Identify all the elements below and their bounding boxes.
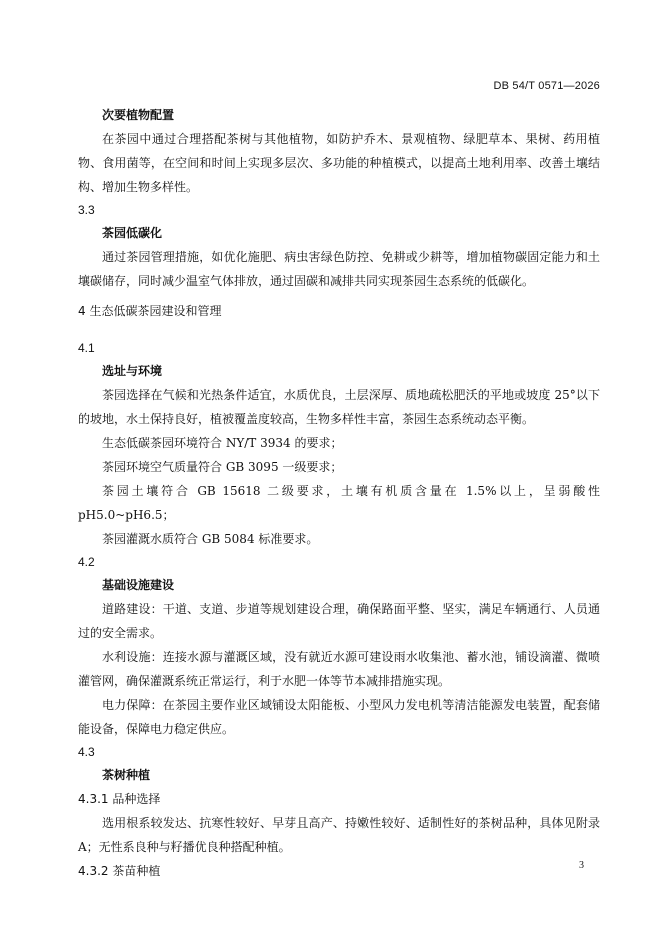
- term-title: 选址与环境: [102, 364, 163, 378]
- subclause-heading: 4.3.2 茶苗种植: [78, 864, 161, 878]
- paragraph: 茶园灌溉水质符合 GB 5084 标准要求。: [102, 532, 319, 546]
- paragraph: 生态低碳茶园环境符合 NY/T 3934 的要求；: [102, 436, 343, 450]
- clause-number: 4.1: [78, 341, 95, 355]
- term-title: 茶树种植: [102, 768, 151, 782]
- paragraph: 电力保障：在茶园主要作业区域铺设太阳能板、小型风力发电机等清洁能源发电装置，配套储能设备，保障电力稳定供应。: [78, 698, 600, 736]
- paragraph: 水利设施：连接水源与灌溉区域，没有就近水源可建设雨水收集池、蓄水池，铺设滴灌、微喷灌管网，确保灌溉系统正常运行，利于水肥一体等节本减排措施实现。: [78, 650, 600, 688]
- paragraph: 选用根系较发达、抗寒性较好、早芽且高产、持嫩性较好、适制性好的茶树品种，具体见附录 A；无性系良种与籽播优良种搭配种植。: [78, 816, 600, 854]
- clause-number: 3.3: [78, 203, 95, 217]
- document-body: [78, 103, 600, 883]
- paragraph: 在茶园中通过合理搭配茶树与其他植物，如防护乔木、景观植物、绿肥草本、果树、药用植物、食用菌等，在空间和时间上实现多层次、多功能的种植模式，以提高土地利用率、改善土壤结构、增加生物多样性。: [78, 132, 600, 194]
- clause-number: 4.3: [78, 745, 95, 759]
- clause-number: 4.2: [78, 555, 95, 569]
- paragraph: 茶园土壤符合 GB 15618 二级要求，土壤有机质含量在 1.5%以上，呈弱酸性 pH5.0~pH6.5；: [78, 484, 600, 522]
- paragraph: 通过茶园管理措施，如优化施肥、病虫害绿色防控、免耕或少耕等，增加植物碳固定能力和土壤碳储存，同时减少温室气体排放，通过固碳和减排共同实现茶园生态系统的低碳化。: [78, 250, 600, 288]
- paragraph: 茶园选择在气候和光热条件适宜，水质优良，土层深厚、质地疏松肥沃的平地或坡度 25°以下的坡地，水土保持良好，植被覆盖度较高，生物多样性丰富，茶园生态系统动态平衡。: [78, 388, 600, 426]
- term-title: 茶园低碳化: [102, 226, 163, 240]
- document-id-header: DB 54/T 0571—2026: [493, 80, 600, 92]
- subclause-heading: 4.3.1 品种选择: [78, 792, 161, 806]
- section-heading: 4 生态低碳茶园建设和管理: [78, 304, 222, 318]
- page-number: 3: [579, 860, 584, 871]
- paragraph: 茶园环境空气质量符合 GB 3095 一级要求；: [102, 460, 343, 474]
- term-title: 基础设施建设: [102, 578, 175, 592]
- paragraph: 道路建设：干道、支道、步道等规划建设合理，确保路面平整、坚实，满足车辆通行、人员通过的安全需求。: [78, 602, 600, 640]
- term-title: 次要植物配置: [102, 108, 175, 122]
